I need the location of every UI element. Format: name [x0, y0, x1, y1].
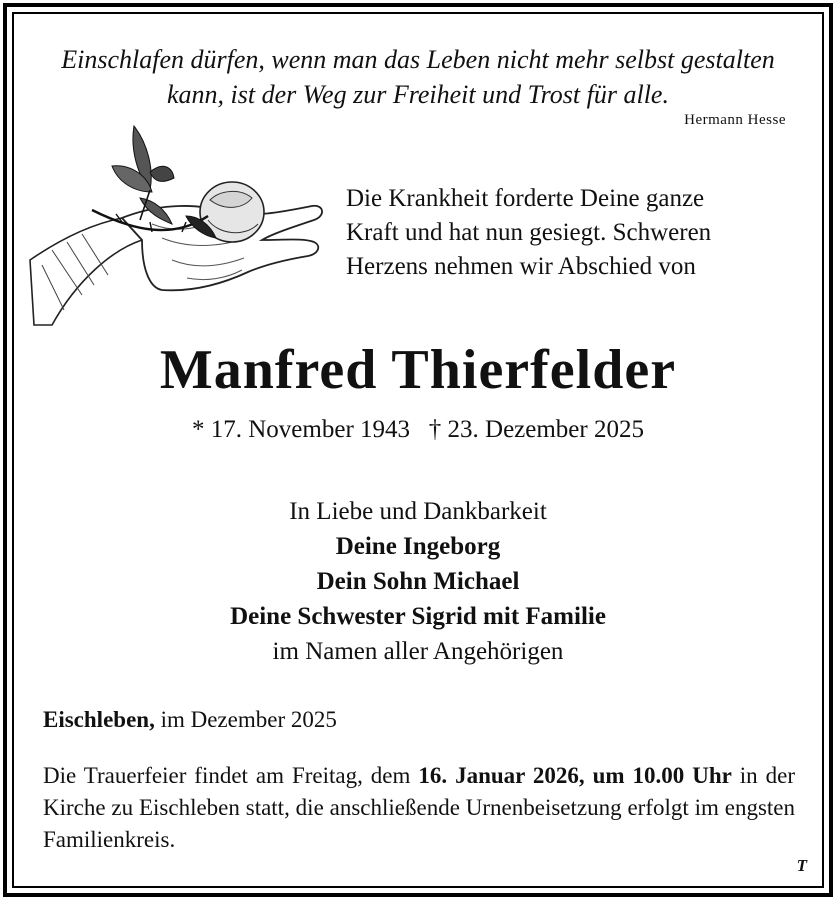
service-notice — [43, 760, 795, 856]
life-dates: * 17. November 1943 † 23. Dezember 2025 — [192, 416, 644, 443]
intro-line-1: Die Krankheit forderte Deine ganze — [346, 185, 705, 212]
service-time: um 10.00 Uhr — [592, 763, 732, 788]
deceased-name: Manfred Thierfelder — [159, 339, 677, 401]
quote — [30, 42, 806, 112]
quote-line-1: Einschlafen dürfen, wenn man das Leben nicht mehr selbst gestalten — [61, 45, 775, 74]
mourner-name: Deine Ingeborg — [335, 533, 501, 560]
publisher-mark: T — [796, 856, 807, 875]
hand-holding-rose-icon — [22, 120, 332, 332]
service-text-2: in der Kirche zu Eischleben statt, die anschließende Urnenbeisetzung erfolgt im engsten Familienkreis. — [43, 763, 795, 852]
mourner-name: Deine Schwester Sigrid mit Familie — [230, 603, 606, 630]
place-and-date — [43, 704, 337, 736]
quote-line-2: kann, ist der Weg zur Freiheit und Trost für alle. — [167, 80, 669, 109]
service-text-1: Die Trauerfeier findet am Freitag, dem — [43, 763, 419, 788]
service-date: 16. Januar 2026, — [418, 763, 585, 788]
intro-line-3: Herzens nehmen wir Abschied von — [346, 253, 696, 280]
mourner-name: Dein Sohn Michael — [316, 568, 520, 595]
mourners-block — [0, 494, 836, 669]
mourners-heading: In Liebe und Dankbarkeit — [289, 498, 547, 525]
place-date: im Dezember 2025 — [160, 707, 337, 732]
intro-text — [346, 182, 816, 284]
intro-line-2: Kraft und hat nun gesiegt. Schweren — [346, 219, 712, 246]
mourners-footer: im Namen aller Angehörigen — [272, 638, 564, 665]
quote-author: Hermann Hesse — [684, 112, 786, 128]
place-town: Eischleben, — [43, 707, 155, 732]
